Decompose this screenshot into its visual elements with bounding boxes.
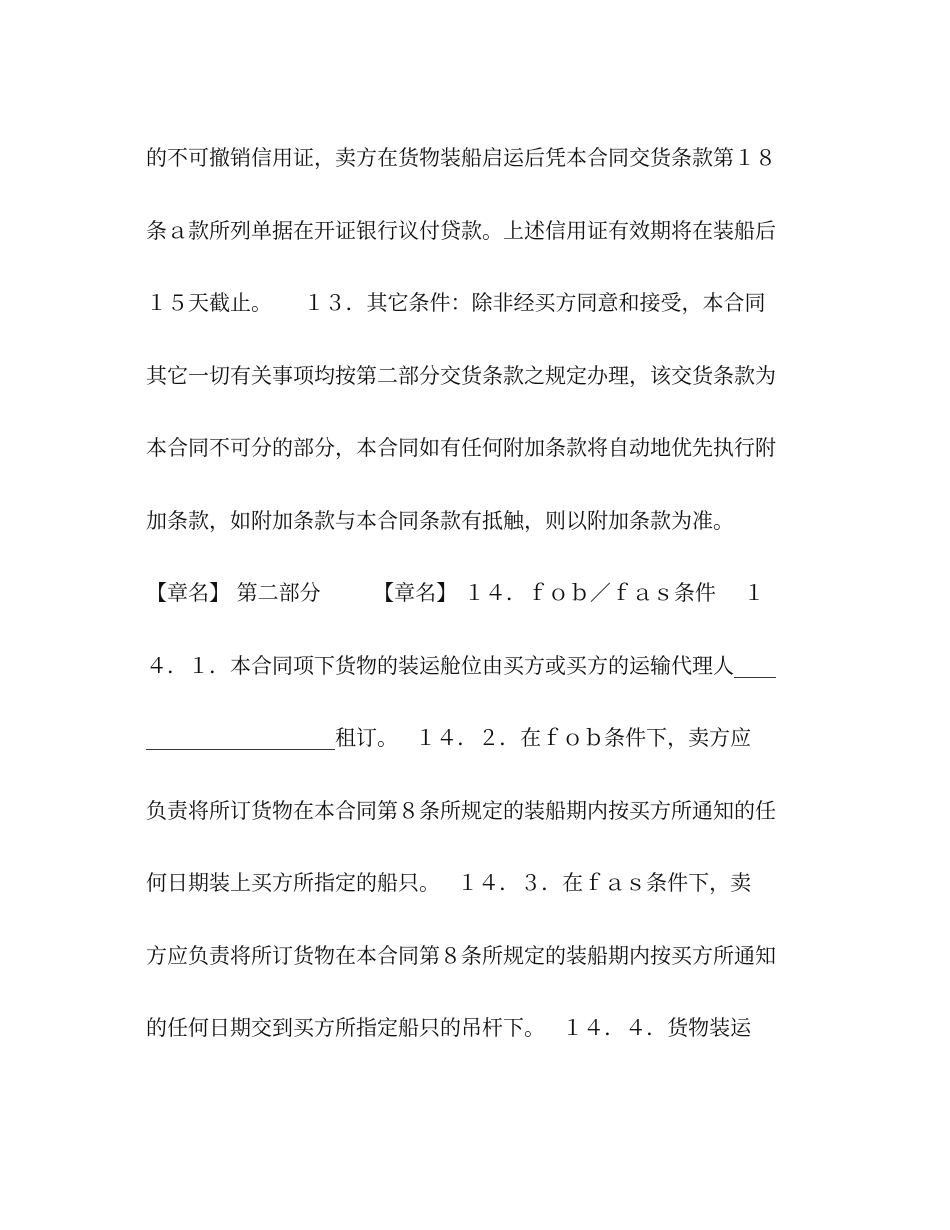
- text-line: 的任何日期交到买方所指定船只的吊杆下。 １４．４．货物装运: [146, 1016, 752, 1040]
- text-line: ４．１．本合同项下货物的装运舱位由买方或买方的运输代理人____: [146, 653, 776, 678]
- text-line: 加条款，如附加条款与本合同条款有抵触，则以附加条款为准。: [146, 508, 734, 533]
- text-line: 方应负责将所订货物在本合同第８条所规定的装船期内按买方所通知: [146, 943, 776, 968]
- document-body: [146, 136, 806, 1079]
- text-line: 负责将所订货物在本合同第８条所规定的装船期内按买方所通知的任: [146, 798, 776, 823]
- text-line: 的不可撤销信用证，卖方在货物装船启运后凭本合同交货条款第１８: [146, 146, 776, 170]
- text-line: 本合同不可分的部分，本合同如有任何附加条款将自动地优先执行附: [146, 436, 776, 460]
- text-line: 条ａ款所列单据在开证银行议付贷款。上述信用证有效期将在装船后: [146, 218, 776, 243]
- text-line: 【章名】 第二部分 【章名】 １４．ｆｏｂ／ｆａｓ条件 １: [146, 581, 765, 605]
- text-line: 何日期装上买方所指定的船只。 １４．３．在ｆａｓ条件下，卖: [146, 871, 752, 895]
- text-line: __________________租订。 １４．２．在ｆｏｂ条件下，卖方应: [146, 726, 752, 750]
- text-line: １５天截止。 １３．其它条件：除非经买方同意和接受，本合同: [146, 291, 766, 315]
- text-line: 其它一切有关事项均按第二部分交货条款之规定办理，该交货条款为: [146, 363, 776, 388]
